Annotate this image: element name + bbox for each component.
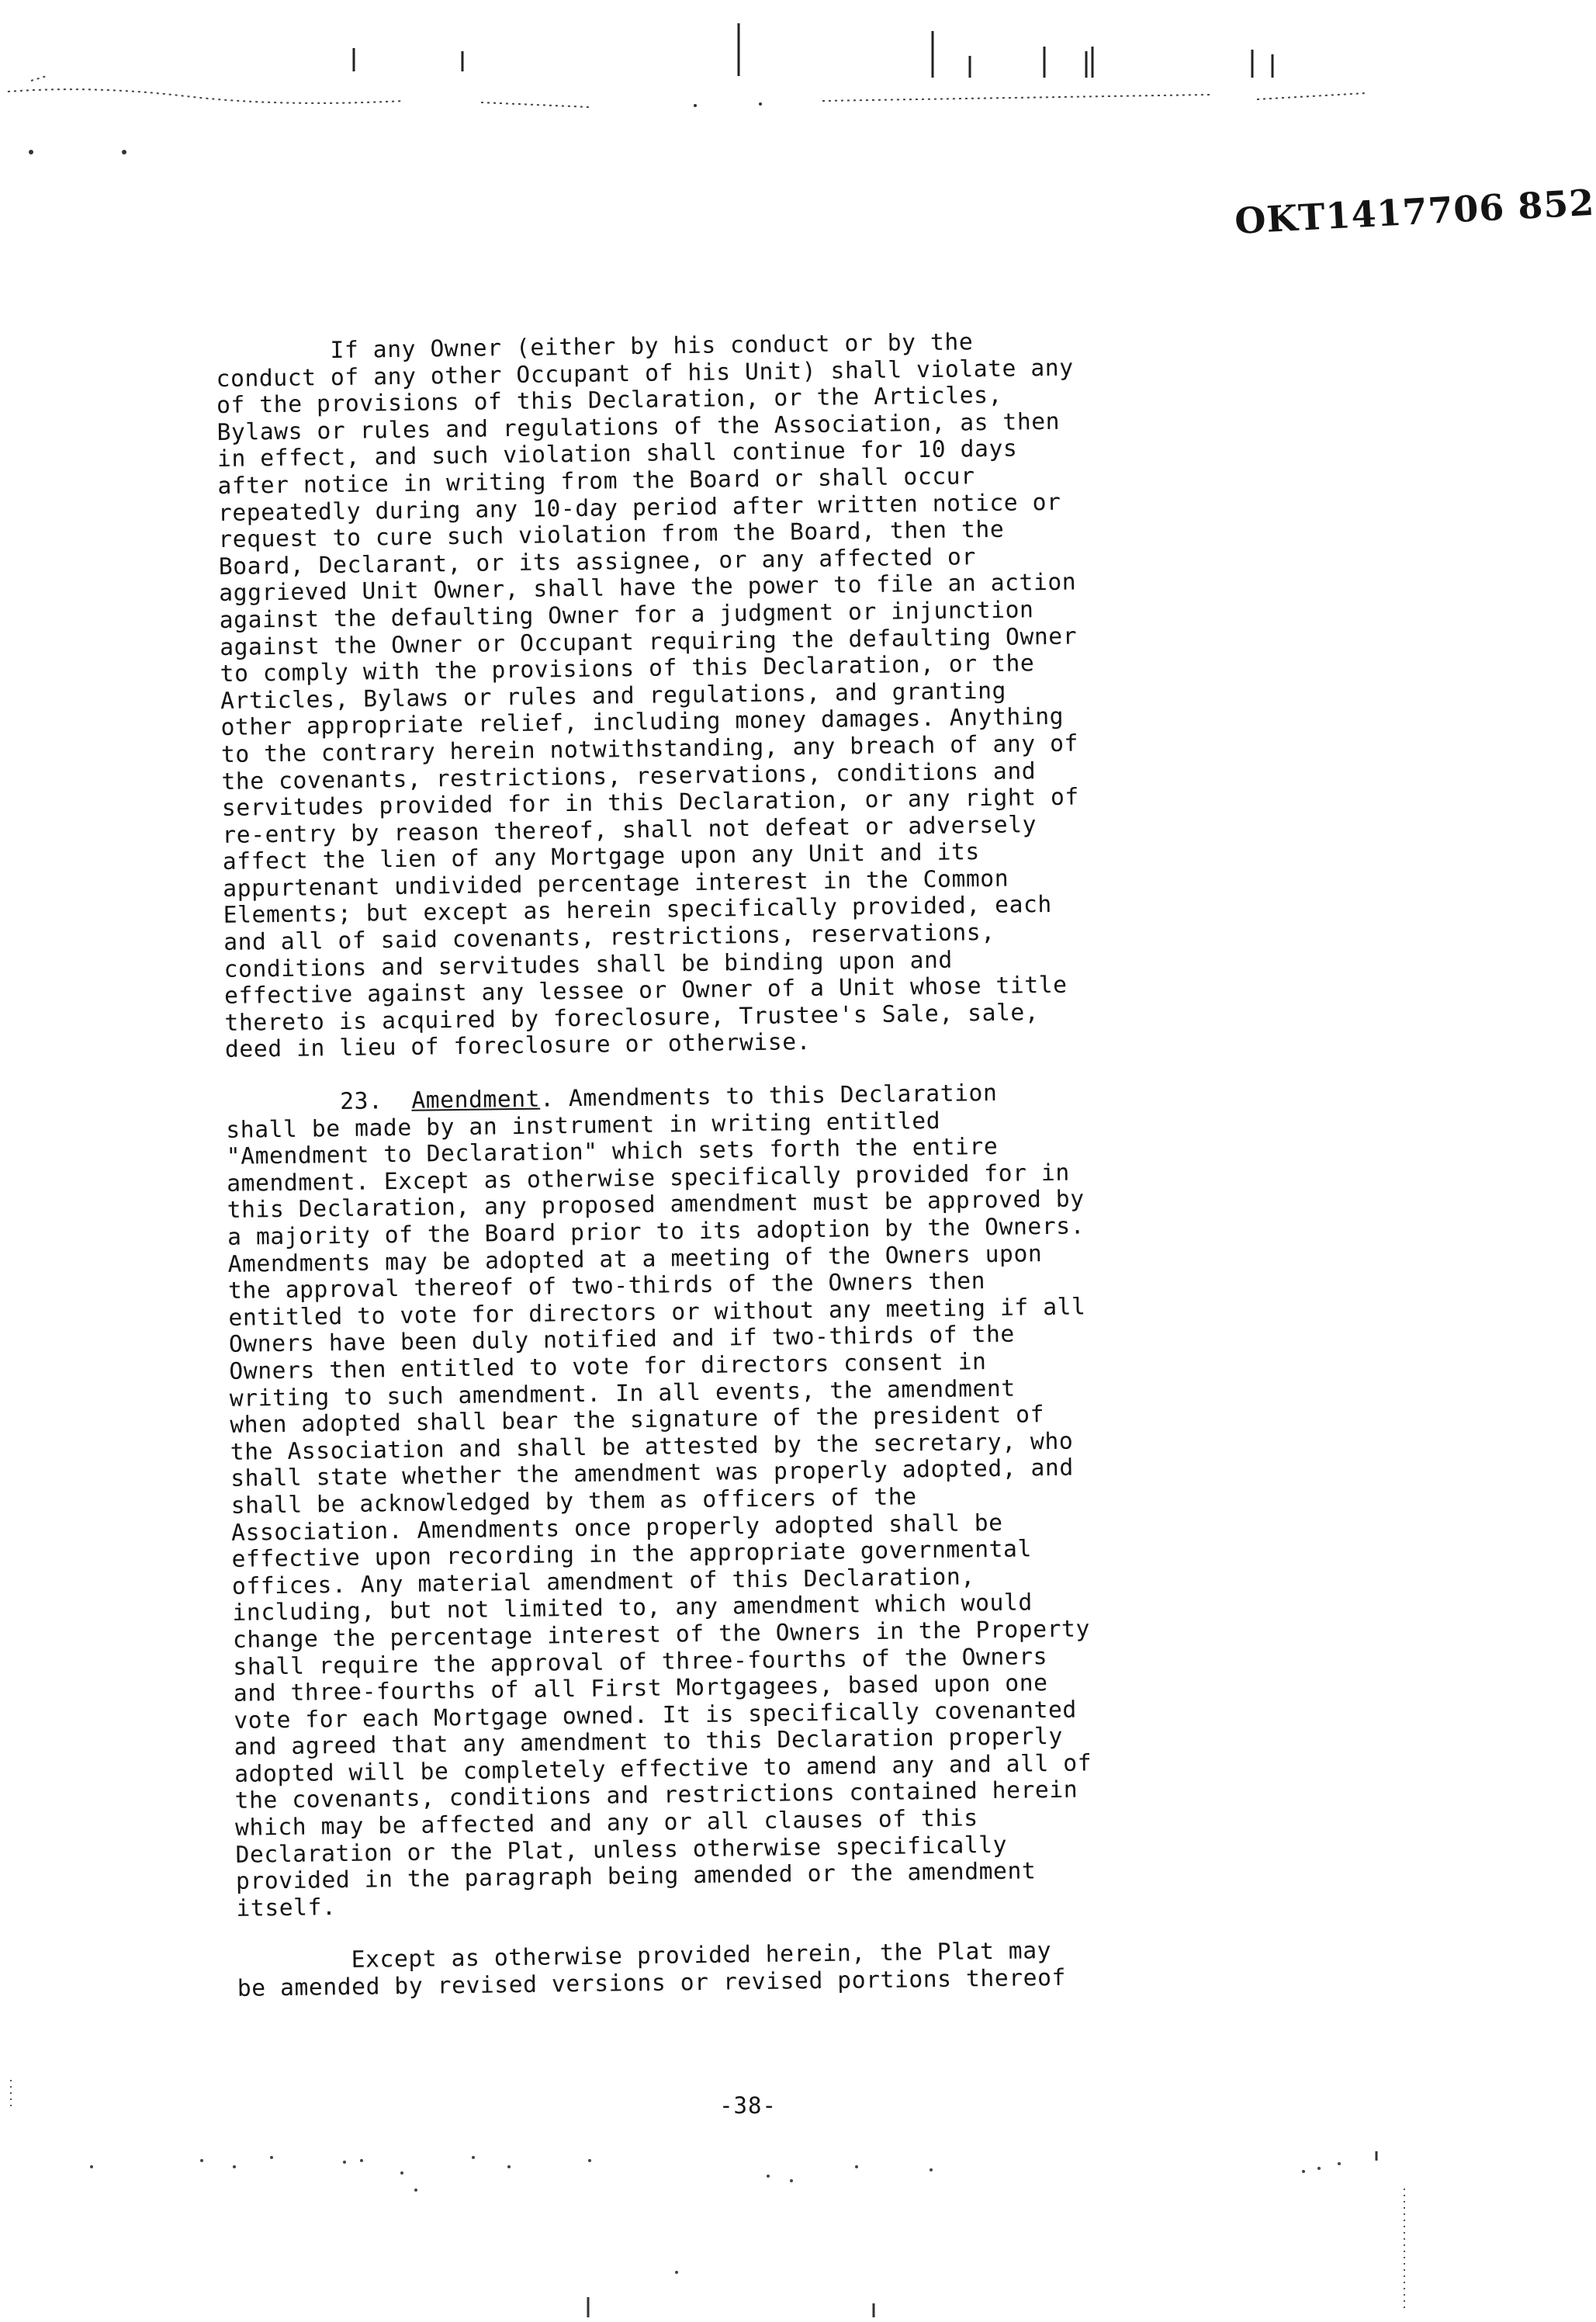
text-line: itself.	[236, 1893, 337, 1922]
scan-artifacts-bottom	[0, 2080, 1415, 2322]
text-line: conduct of any other Occupant of his Unit) shall violate any	[216, 354, 1074, 392]
scan-artifacts-top	[0, 0, 1415, 147]
text-line: the approval thereof of two-thirds of the Owners then	[227, 1267, 986, 1305]
text-line: to the contrary herein notwithstanding, any breach of any of	[220, 730, 1079, 768]
intro-paragraph	[216, 324, 1265, 1062]
text-line: If any Owner (either by his conduct or by the	[216, 328, 974, 365]
text-line: provided in the paragraph being amended or the amendment	[235, 1857, 1037, 1895]
text-line: adopted will be completely effective to amend any and all of	[234, 1749, 1092, 1787]
text-line: vote for each Mortgage owned. It is specifically covenanted	[234, 1696, 1078, 1734]
text-line: be amended by revised versions or revised portions thereof	[237, 1963, 1067, 2001]
text-line: shall be acknowledged by them as officers of the	[230, 1483, 917, 1519]
text-line: including, but not limited to, any amendment which would	[232, 1589, 1033, 1627]
text-line: change the percentage interest of the Owners in the Property	[232, 1615, 1091, 1653]
text-line: re-entry by reason thereof, shall not defeat or adversely	[222, 810, 1037, 848]
text-line: affect the lien of any Mortgage upon any Unit and its	[222, 838, 981, 875]
text-line: Association. Amendments once properly adopted shall be	[230, 1509, 1003, 1546]
text-line: Articles, Bylaws or rules and regulations, and granting	[220, 677, 1007, 714]
text-line: servitudes provided for in this Declaration, or any right of	[221, 783, 1080, 822]
text-line: the Association and shall be attested by the secretary, who	[230, 1427, 1074, 1465]
text-line: aggrieved Unit Owner, shall have the power to file an action	[219, 568, 1077, 607]
text-line: repeatedly during any 10-day period after written notice or	[217, 488, 1061, 526]
text-line: effective upon recording in the appropriate governmental	[231, 1535, 1033, 1572]
text-line: deed in lieu of foreclosure or otherwise.	[224, 1028, 812, 1063]
text-line: amendment. Except as otherwise specifically provided for in	[227, 1159, 1070, 1197]
text-line: other appropriate relief, including money damages. Anything	[220, 703, 1065, 741]
text-line: thereto is acquired by foreclosure, Trustee's Sale, sale,	[224, 999, 1040, 1036]
text-line: Elements; but except as herein specifically provided, each	[223, 891, 1053, 929]
text-line: request to cure such violation from the Board, then the	[218, 515, 1005, 553]
text-line: and all of said covenants, restrictions, reservations,	[223, 918, 995, 955]
text-line: writing to such amendment. In all events, the amendment	[229, 1374, 1016, 1412]
amendment-section	[226, 1076, 1276, 1922]
text-line: conditions and servitudes shall be binding upon and	[223, 946, 954, 983]
text-line: this Declaration, any proposed amendment must be approved by	[227, 1185, 1085, 1224]
text-line: against the defaulting Owner for a judgment or injunction	[219, 596, 1034, 633]
text-line: the covenants, conditions and restrictions contained herein	[234, 1776, 1078, 1814]
text-line: and three-fourths of all First Mortgagees, based upon one	[233, 1669, 1048, 1707]
text-line: shall require the approval of three-fourths of the Owners	[233, 1642, 1048, 1680]
page-number: -38-	[719, 2092, 777, 2119]
text-line: after notice in writing from the Board or shall occur	[217, 463, 975, 499]
text-line: and agreed that any amendment to this Declaration properly	[234, 1723, 1064, 1761]
section-heading-rest: . Amendments to this Declaration	[539, 1079, 998, 1112]
text-line: Board, Declarant, or its assignee, or any affected or	[218, 542, 977, 580]
book-page-stamp: OKT1417706 852	[1234, 181, 1596, 242]
document-body	[216, 324, 1277, 2001]
text-line: Owners have been duly notified and if two-thirds of the	[228, 1321, 1016, 1358]
text-line: "Amendment to Declaration" which sets forth the entire	[226, 1133, 999, 1170]
text-line: entitled to vote for directors or without any meeting if all	[228, 1293, 1086, 1331]
text-line: a majority of the Board prior to its adoption by the Owners.	[227, 1212, 1085, 1250]
text-line: effective against any lessee or Owner of a Unit whose title	[223, 971, 1068, 1010]
text-line: offices. Any material amendment of this Declaration,	[231, 1563, 975, 1599]
text-line: when adopted shall bear the signature of the president of	[230, 1401, 1045, 1439]
text-line: to comply with the provisions of this Declaration, or the	[220, 650, 1035, 688]
text-line: shall state whether the amendment was properly adopted, and	[230, 1454, 1074, 1492]
section-number: 23.	[340, 1087, 383, 1115]
text-line: Amendments may be adopted at a meeting of the Owners upon	[227, 1239, 1043, 1277]
text-line: Bylaws or rules and regulations of the Association, as then	[216, 407, 1061, 445]
text-line: Except as otherwise provided herein, the Plat may	[237, 1937, 1052, 1975]
text-line: in effect, and such violation shall continue for 10 days	[216, 435, 1018, 473]
section-title: Amendment	[411, 1085, 541, 1114]
text-line: against the Owner or Occupant requiring the defaulting Owner	[219, 622, 1078, 660]
text-line: shall be made by an instrument in writing entitled	[226, 1107, 941, 1143]
text-line: Declaration or the Plat, unless otherwise specifically	[235, 1831, 1008, 1868]
text-line: Owners then entitled to vote for directors consent in	[229, 1348, 987, 1385]
text-line: which may be affected and any or all clauses of this	[234, 1804, 978, 1841]
text-line: the covenants, restrictions, reservations, conditions and	[221, 757, 1037, 795]
text-line: appurtenant undivided percentage interest in the Common	[223, 865, 1009, 902]
text-line: of the provisions of this Declaration, or the Articles,	[216, 381, 1003, 419]
